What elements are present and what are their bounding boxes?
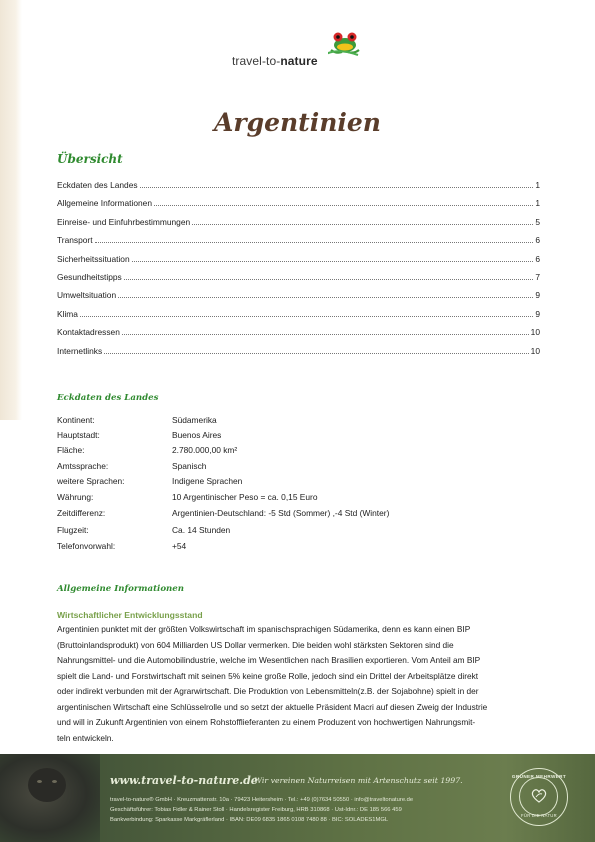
toc-entry[interactable] xyxy=(57,290,540,308)
toc-leader xyxy=(104,353,529,354)
footer-address: travel-to-nature® GmbH · Kreuzmattenstr. 10a · 79423 Heitersheim · Tel.: +49 (0)7634 50550 · info@traveltonature.de xyxy=(110,797,414,803)
gorilla-eye xyxy=(52,780,57,783)
badge-bottom-text: FÜR DIE NATUR xyxy=(521,813,557,818)
toc-entry[interactable] xyxy=(57,235,540,253)
badge-top-text: GRÜNER MEHRWERT xyxy=(511,774,567,779)
frog-logo-icon xyxy=(328,28,362,56)
fact-row xyxy=(57,458,497,473)
paragraph-line: teln entwickeln. xyxy=(57,732,114,743)
toc-leader xyxy=(122,334,529,335)
footer-slogan: Wir vereinen Naturreisen mit Artenschutz seit 1997. xyxy=(254,776,463,785)
fact-row xyxy=(57,443,497,458)
paragraph-line: Argentinien punktet mit der größten Volkswirtschaft im spanischsprachigen Südamerika, denn es kann einen BIP xyxy=(57,624,471,634)
paragraph-line: spielt die Land- und Forstwirtschaft mit seinen 5% keine große Rolle, jedoch sind ein Drittel der Arbeitsplätze direkt xyxy=(57,670,479,681)
fact-value: 2.780.000,00 km² xyxy=(172,445,238,456)
economy-paragraph xyxy=(57,622,540,746)
toc-heading: Übersicht xyxy=(57,152,123,166)
country-facts-table xyxy=(57,412,497,554)
logo-prefix: travel-to- xyxy=(232,54,281,68)
fact-key: Flugzeit: xyxy=(57,525,89,536)
toc-leader xyxy=(124,279,534,280)
fact-value: Indigene Sprachen xyxy=(172,476,243,487)
fact-key: Kontinent: xyxy=(57,414,95,425)
fact-row xyxy=(57,538,497,553)
footer-bank-info: Bankverbindung: Sparkasse Markgräflerland · IBAN: DE09 6835 1865 0108 7480 88 · BIC: SOLADES1MGL xyxy=(110,817,389,823)
logo-suffix: nature xyxy=(280,54,318,68)
toc-entry[interactable] xyxy=(57,309,540,327)
fact-key: Hauptstadt: xyxy=(57,430,100,441)
fact-key: Währung: xyxy=(57,491,94,502)
toc-leader xyxy=(132,261,534,262)
fact-row xyxy=(57,489,497,504)
fact-key: Amtssprache: xyxy=(57,460,109,471)
fact-value: +54 xyxy=(172,541,187,552)
toc-leader xyxy=(95,242,534,243)
toc-entry[interactable] xyxy=(57,327,540,345)
facts-heading: Eckdaten des Landes xyxy=(57,393,159,403)
paragraph-line: oder indirekt verbunden mit der Agrarwirtschaft. Die Produktion von Lebensmitteln(z.B. der Sojabohne) spielt in der xyxy=(57,686,479,696)
toc-page: 9 xyxy=(535,290,540,301)
logo-wordmark xyxy=(232,54,318,68)
toc-label: Sicherheitssituation xyxy=(57,253,130,264)
gorilla-face xyxy=(28,768,66,802)
paragraph-line: (Bruttoinlandsprodukt) von 604 Milliarden US Dollar vermerken. Die beiden wohl stärksten Sektoren sind die xyxy=(57,639,454,650)
fact-value: Argentinien-Deutschland: -5 Std (Sommer) ,-4 Std (Winter) xyxy=(172,508,390,519)
toc-label: Einreise- und Einfuhrbestimmungen xyxy=(57,216,191,227)
toc-leader xyxy=(154,205,533,206)
economy-subheading: Wirtschaftlicher Entwicklungsstand xyxy=(57,610,203,620)
toc-entry[interactable] xyxy=(57,272,540,290)
general-info-heading: Allgemeine Informationen xyxy=(57,584,185,594)
toc-label: Transport xyxy=(57,235,93,246)
toc-label: Eckdaten des Landes xyxy=(57,180,138,190)
toc-entry[interactable] xyxy=(57,180,540,198)
toc-page: 7 xyxy=(535,271,540,282)
gorilla-eye xyxy=(37,780,42,783)
toc-page: 6 xyxy=(535,235,540,246)
table-of-contents xyxy=(57,180,540,364)
fact-key: weitere Sprachen: xyxy=(57,476,125,487)
toc-page: 1 xyxy=(535,198,540,209)
toc-page: 6 xyxy=(535,253,540,264)
fact-value: Spanisch xyxy=(172,460,207,471)
gorilla-photo xyxy=(0,754,100,842)
fact-row xyxy=(57,504,497,522)
page-edge-decoration xyxy=(0,0,22,420)
toc-label: Internetlinks xyxy=(57,345,103,356)
heart-leaf-icon xyxy=(530,787,548,805)
fact-key: Fläche: xyxy=(57,445,85,456)
fact-key: Zeitdifferenz: xyxy=(57,508,106,519)
fact-row xyxy=(57,412,497,427)
toc-page: 9 xyxy=(535,308,540,319)
brand-logo[interactable] xyxy=(232,28,362,72)
toc-page: 1 xyxy=(535,180,540,190)
green-value-badge xyxy=(510,768,568,826)
toc-label: Allgemeine Informationen xyxy=(57,198,152,209)
toc-leader xyxy=(118,297,533,298)
footer-website-link[interactable]: www.travel-to-nature.de xyxy=(110,774,258,787)
footer-company-info: Geschäftsführer: Tobias Fidler & Rainer Stoll · Handelsregister Freiburg, HRB 310868 · Ust-Idnr.: DE 185 566 459 xyxy=(110,807,402,813)
fact-value: 10 Argentinischer Peso = ca. 0,15 Euro xyxy=(172,491,318,502)
fact-key: Telefonvorwahl: xyxy=(57,541,116,552)
paragraph-line: argentinischen Wirtschaft eine Schlüsselrolle und so setzt der aktuelle Präsident Macri auf diesen Zweig der Industrie xyxy=(57,701,488,712)
paragraph-line: Nahrungsmittel- und die Automobilindustrie, welche im Wesentlichen nach Brasilien exportieren. Vom Anteil am BIP xyxy=(57,655,481,665)
page-title: Argentinien xyxy=(214,108,381,137)
fact-value: Südamerika xyxy=(172,414,217,425)
footer-banner xyxy=(0,754,595,842)
fact-row xyxy=(57,427,497,442)
toc-leader xyxy=(140,187,534,188)
toc-label: Umweltsituation xyxy=(57,290,117,301)
toc-page: 10 xyxy=(530,327,540,338)
toc-label: Gesundheitstipps xyxy=(57,271,122,282)
toc-label: Klima xyxy=(57,308,78,319)
toc-entry[interactable] xyxy=(57,198,540,216)
toc-leader xyxy=(80,316,533,317)
toc-label: Kontaktadressen xyxy=(57,327,120,338)
toc-entry[interactable] xyxy=(57,346,540,364)
fact-row xyxy=(57,522,497,538)
toc-page: 10 xyxy=(530,345,540,356)
toc-entry[interactable] xyxy=(57,217,540,235)
toc-entry[interactable] xyxy=(57,254,540,272)
fact-value: Ca. 14 Stunden xyxy=(172,525,231,536)
toc-page: 5 xyxy=(535,216,540,227)
fact-row xyxy=(57,474,497,489)
fact-value: Buenos Aires xyxy=(172,430,222,441)
paragraph-line: und will in Zukunft Argentinien von einem Rohstofflieferanten zu einem Produzent von hochwertigen Nahrungsmit- xyxy=(57,717,476,727)
toc-leader xyxy=(192,224,533,225)
